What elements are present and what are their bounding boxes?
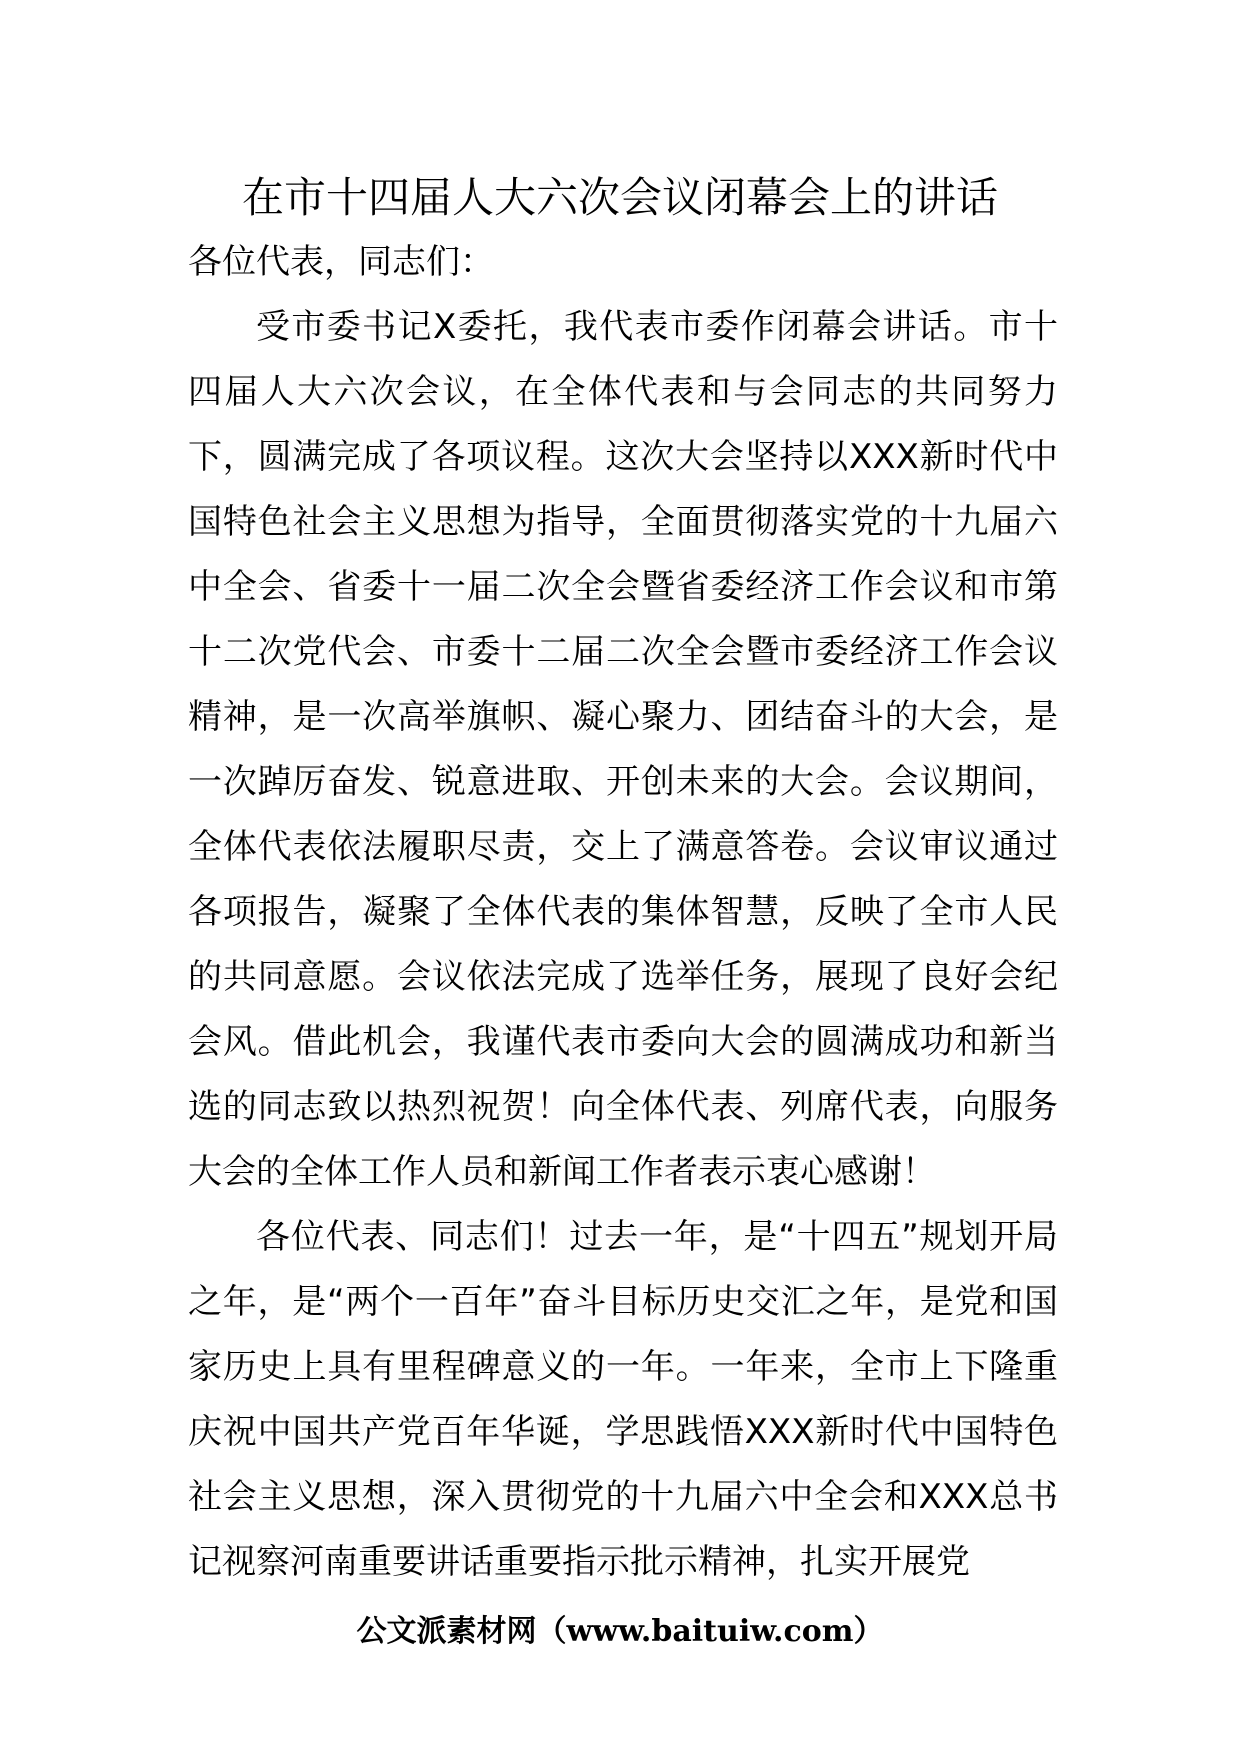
document-body [188,230,1058,1595]
paragraph-2: 各位代表、同志们！过去一年，是“十四五”规划开局之年，是“两个一百年”奋斗目标历史交汇之年，是党和国家历史上具有里程碑意义的一年。一年来，全市上下隆重庆祝中国共产党百年华诞，学思践悟XXX新时代中国特色社会主义思想，深入贯彻党的十九届六中全会和XXX总书记视察河南重要讲话重要指示批示精神，扎实开展党 [188,1217,1058,1582]
salutation: 各位代表，同志们： [188,242,494,282]
source-watermark: 公文派素材网（www.baituiw.com） [356,1614,884,1649]
document-title: 在市十四届人大六次会议闭幕会上的讲话 [241,173,998,222]
paragraph-1: 受市委书记X委托，我代表市委作闭幕会讲话。市十四届人大六次会议，在全体代表和与会同志的共同努力下，圆满完成了各项议程。这次大会坚持以XXX新时代中国特色社会主义思想为指导，全面贯彻落实党的十九届六中全会、省委十一届二次全会暨省委经济工作会议和市第十二次党代会、市委十二届二次全会暨市委经济工作会议精神，是一次高举旗帜、凝心聚力、团结奋斗的大会，是一次踔厉奋发、锐意进取、开创未来的大会。会议期间，全体代表依法履职尽责，交上了满意答卷。会议审议通过各项报告，凝聚了全体代表的集体智慧，反映了全市人民的共同意愿。会议依法完成了选举任务，展现了良好会纪会风。借此机会，我谨代表市委向大会的圆满成功和新当选的同志致以热烈祝贺！向全体代表、列席代表，向服务大会的全体工作人员和新闻工作者表示衷心感谢！ [188,307,1058,1192]
